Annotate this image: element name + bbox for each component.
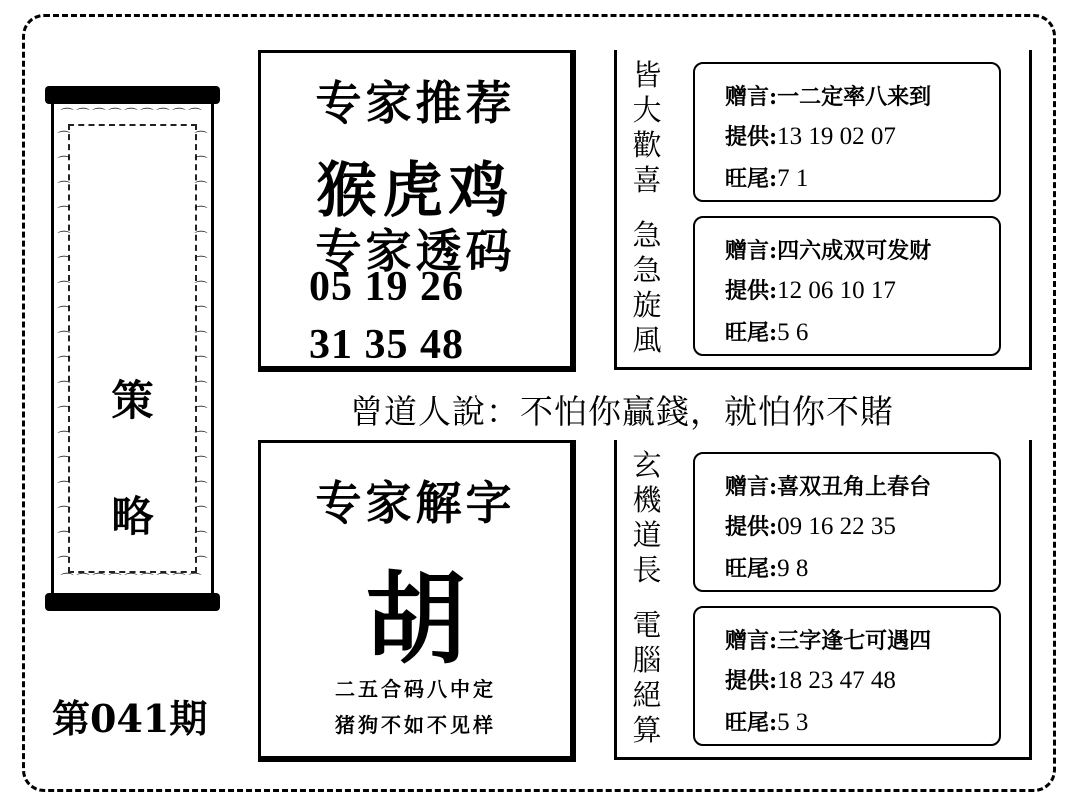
gift-line: 赠言:四六成双可发财: [725, 238, 932, 264]
provide-numbers: 18 23 47 48: [777, 667, 896, 694]
tail-label: 旺尾:: [725, 166, 778, 192]
tip-card: [693, 216, 1001, 356]
provide-label: 提供:: [725, 668, 778, 694]
ornament-column-left: ⌒⌒⌒⌒⌒⌒⌒⌒⌒⌒⌒⌒⌒⌒⌒⌒⌒⌒: [57, 131, 71, 571]
issue-number: 第041期: [52, 696, 208, 741]
ornament-row-bottom: ⌒⌒⌒⌒⌒⌒⌒⌒⌒: [60, 573, 205, 588]
tail-line: [725, 552, 808, 583]
gift-line: 赠言:喜双丑角上春台: [725, 474, 932, 500]
ornament-row-top: ⌒⌒⌒⌒⌒⌒⌒⌒⌒: [60, 108, 205, 123]
vertical-text-1: 皆大歡喜: [632, 58, 662, 197]
provide-line: [725, 120, 896, 151]
recommend-numbers-row-2: 31 35 48: [309, 322, 464, 368]
provide-label: 提供:: [725, 278, 778, 304]
scroll-bottom-bar: [45, 593, 220, 611]
tail-label: 旺尾:: [725, 320, 778, 346]
tail-label: 旺尾:: [725, 556, 778, 582]
jiezi-poem-line-2: 猪狗不如不见样: [335, 713, 496, 737]
tail-line: [725, 706, 808, 737]
motto-line: 曾道人說：不怕你贏錢，就怕你不賭: [350, 392, 894, 431]
provide-numbers: 12 06 10 17: [777, 277, 896, 304]
jiezi-title: 专家解字: [315, 476, 516, 530]
provide-label: 提供:: [725, 514, 778, 540]
provide-line: [725, 274, 896, 305]
tip-card: [693, 62, 1001, 202]
expert-recommend-box: [258, 50, 576, 372]
tail-numbers: 5 3: [777, 709, 809, 736]
provide-line: [725, 510, 896, 541]
ornament-column-right: ⌒⌒⌒⌒⌒⌒⌒⌒⌒⌒⌒⌒⌒⌒⌒⌒⌒⌒: [194, 131, 208, 571]
recommend-title: 专家推荐: [315, 76, 516, 130]
recommend-title-2: 专家透码: [315, 224, 516, 278]
vertical-text-2: 急急旋風: [632, 218, 662, 357]
recommend-numbers-row-1: 05 19 26: [309, 264, 464, 310]
ornamental-scroll: [45, 86, 220, 611]
scroll-top-bar: [45, 86, 220, 104]
tip-card: [693, 606, 1001, 746]
provide-line: [725, 664, 896, 695]
vertical-text-1: 玄機道長: [632, 448, 662, 587]
provide-label: 提供:: [725, 124, 778, 150]
tail-line: [725, 316, 808, 347]
gift-line: 赠言:三字逢七可遇四: [725, 628, 932, 654]
gift-line: 赠言:一二定率八来到: [725, 84, 932, 110]
recommend-zodiac: 猴虎鸡: [316, 156, 515, 226]
scroll-char-1: 策: [111, 376, 154, 425]
jiezi-poem-line-1: 二五合码八中定: [335, 677, 496, 701]
jiezi-character: 胡: [365, 560, 466, 678]
provide-numbers: 13 19 02 07: [777, 123, 896, 150]
tail-numbers: 5 6: [777, 319, 809, 346]
tail-line: [725, 162, 808, 193]
scroll-char-2: 略: [111, 492, 154, 541]
expert-jiezi-box: [258, 440, 576, 762]
right-panel-bottom: [614, 440, 1032, 760]
vertical-text-2: 電腦絕算: [632, 608, 662, 747]
tail-label: 旺尾:: [725, 710, 778, 736]
tip-card: [693, 452, 1001, 592]
tail-numbers: 7 1: [777, 165, 809, 192]
right-panel-top: [614, 50, 1032, 370]
provide-numbers: 09 16 22 35: [777, 513, 896, 540]
tail-numbers: 9 8: [777, 555, 809, 582]
